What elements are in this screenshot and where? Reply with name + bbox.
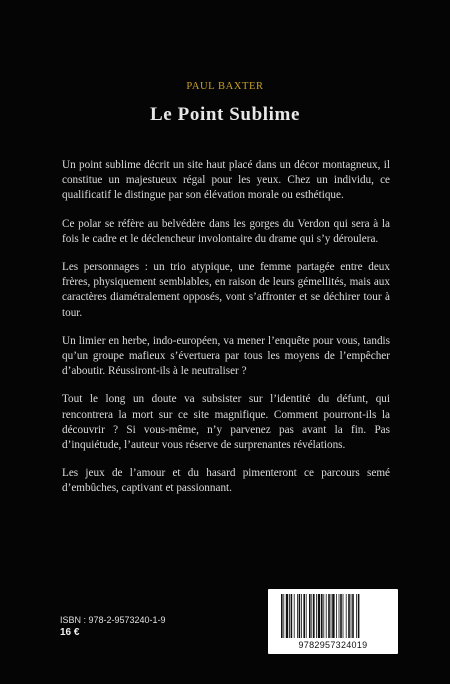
barcode-bars-icon xyxy=(280,594,386,640)
blurb-paragraph: Un limier en herbe, indo-européen, va mener l’enquête pour vous, tandis qu’un groupe mafieux s’évertuera par tous les moyens de l’empêcher d’aboutir. Réussiront-ils à le neutraliser ? xyxy=(62,334,390,378)
blurb xyxy=(62,158,390,510)
blurb-paragraph: Les jeux de l’amour et du hasard pimenteront ce parcours semé d’embûches, captivant et passionnant. xyxy=(62,467,390,495)
blurb-paragraph: Un point sublime décrit un site haut placé dans un décor montagneux, il constitue un majestueux régal pour les yeux. Chez un individu, ce qualificatif le distingue par son élévation morale ou esthétique. xyxy=(62,159,390,202)
price-text: 16 € xyxy=(60,627,80,638)
blurb-paragraph: Ce polar se réfère au belvédère dans les gorges du Verdon qui sera à la fois le cadre et le déclencheur involontaire du drame qui s’y déroulera. xyxy=(62,217,390,245)
barcode xyxy=(268,589,398,654)
blurb-paragraph: Tout le long un doute va subsister sur l’identité du défunt, qui rencontrera la mort sur ce site magnifique. Comment pourront-ils la découvrir ? Si vous-même, n’y parvenez pas avant la fin. Pas d’inquiétude, l’auteur vous réserve de surprenantes révélations. xyxy=(62,393,390,452)
book-title: Le Point Sublime xyxy=(149,104,300,125)
barcode-number: 9782957324019 xyxy=(298,640,368,650)
isbn-text: ISBN : 978-2-9573240-1-9 xyxy=(60,615,166,625)
author-name: PAUL BAXTER xyxy=(186,81,264,92)
blurb-paragraph: Les personnages : un trio atypique, une femme partagée entre deux frères, physiquement semblables, en raison de leurs gémellités, mais aux caractères diamétralement opposés, vont s’affronter et se déchirer tour à tour. xyxy=(62,261,390,319)
